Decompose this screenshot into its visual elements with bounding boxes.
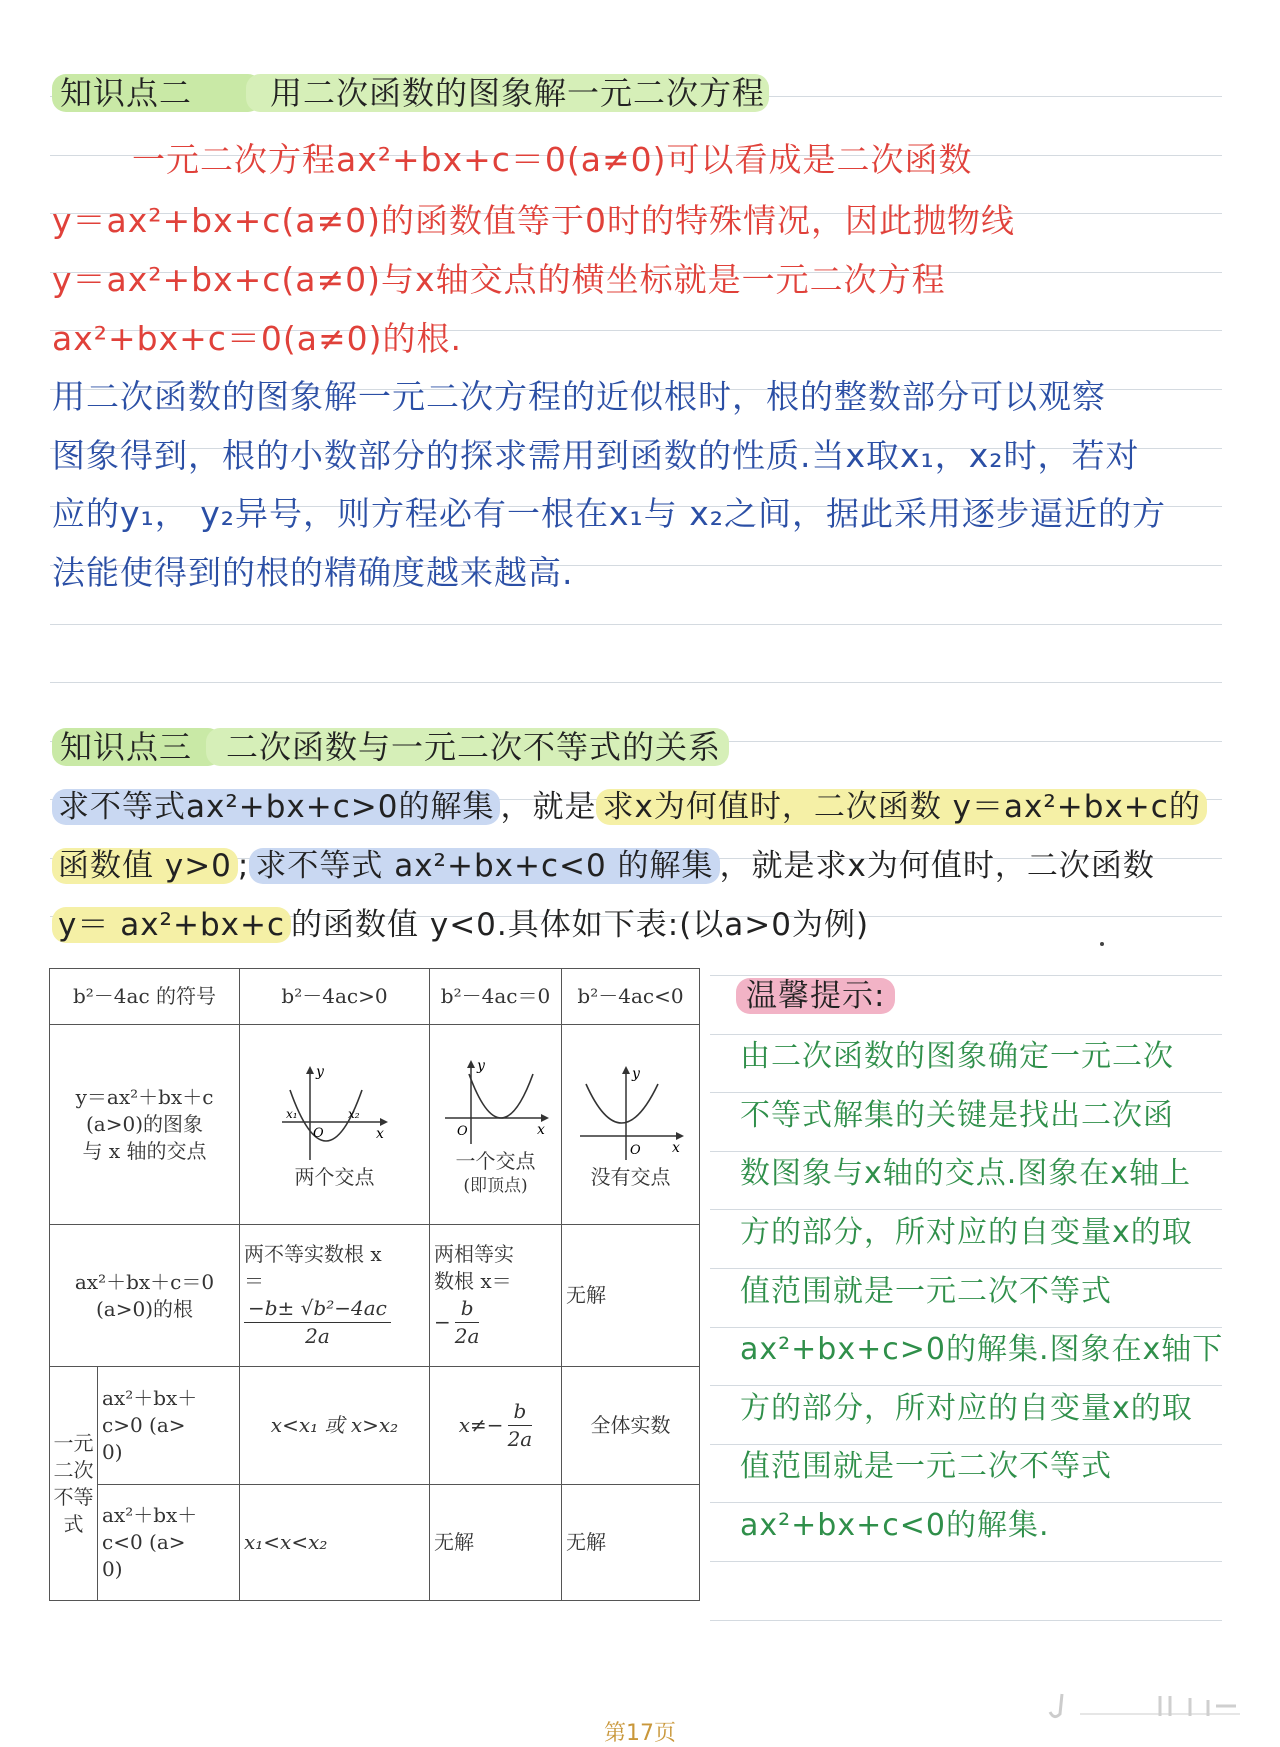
formula-denominator: 2a — [454, 1324, 480, 1348]
yellow-text: 求x为何值时，二次函数 y＝ax²+bx+c的 — [596, 789, 1206, 825]
graph-label-x: x — [375, 1126, 384, 1142]
graph-label-y: y — [631, 1066, 640, 1082]
graph-label-y: y — [476, 1057, 485, 1074]
row-label-line: (a>0)的根 — [95, 1296, 193, 1321]
section3-line-3 — [52, 899, 869, 944]
tip-line: 方的部分，所对应的自变量x的取 — [740, 1391, 1193, 1426]
tip-line: 值范围就是一元二次不等式 — [740, 1274, 1112, 1309]
row-label-line: c<0 (a> — [102, 1530, 186, 1554]
section2-red-line-3: y＝ax²+bx+c(a≠0)与x轴交点的横坐标就是一元二次方程 — [52, 260, 946, 299]
connector-text: ，就是 — [500, 789, 597, 825]
header-sign: b²－4ac 的符号 — [50, 969, 240, 1025]
cell-no-roots: 无解 — [562, 1225, 700, 1367]
two-intersections-text: 两个交点 — [294, 1165, 375, 1189]
tip-title-row — [736, 970, 895, 1015]
connector-text: ，就是求x为何值时，二次函数 — [719, 848, 1155, 884]
row-label — [98, 1367, 240, 1485]
graph-label-o: O — [629, 1143, 641, 1158]
vertex-note: (即顶点) — [463, 1175, 528, 1196]
header-negative: b²－4ac<0 — [562, 969, 700, 1025]
table-row-graph — [50, 1025, 700, 1225]
cell-two-roots — [240, 1225, 430, 1367]
side-label-line: 式 — [63, 1511, 84, 1536]
cell-lt-equal-roots: 无解 — [430, 1485, 562, 1601]
parabola-one-root-graph — [441, 1056, 551, 1146]
yellow-text: y＝ ax²+bx+c — [52, 907, 291, 943]
tip-line: 由二次函数的图象确定一元二次 — [740, 1039, 1174, 1074]
tip-title: 温馨提示: — [736, 978, 895, 1014]
section2-blue-line-2: 图象得到，根的小数部分的探求需用到函数的性质.当x取x₁，x₂时，若对 — [52, 436, 1140, 475]
row-label-line: ax²＋bx＋ — [102, 1503, 198, 1527]
inequality-gt-text: 求不等式ax²+bx+c>0的解集 — [52, 789, 500, 825]
graph-label-x2: x₂ — [347, 1107, 360, 1121]
section3-heading-row — [52, 722, 729, 768]
formula-numerator: −b± √b²−4ac — [244, 1295, 391, 1323]
section2-red-line-4: ax²+bx+c＝0(a≠0)的根. — [52, 319, 463, 358]
formula-denominator: 2a — [507, 1427, 533, 1451]
row-label-line: 与 x 轴的交点 — [82, 1139, 207, 1163]
rule — [710, 1620, 1222, 1621]
row-label-line: (a>0)的图象 — [85, 1112, 203, 1136]
yellow-text: 函数值 y>0 — [52, 848, 238, 884]
formula-denominator: 2a — [305, 1324, 330, 1348]
section2-blue-line-4: 法能使得到的根的精确度越来越高. — [52, 553, 574, 592]
row-label-line: 0) — [102, 1557, 123, 1581]
parabola-no-root-graph — [576, 1062, 686, 1162]
rule — [50, 624, 1222, 625]
graph-label-x: x — [536, 1121, 545, 1138]
row-label-line: 0) — [102, 1440, 123, 1464]
roots-text: 两相等实 — [434, 1242, 514, 1266]
table-row-ineq-lt — [50, 1485, 700, 1601]
tip-line: ax²+bx+c>0的解集.图象在x轴下 — [740, 1332, 1224, 1367]
tip-line: 方的部分，所对应的自变量x的取 — [740, 1215, 1193, 1250]
minus-sign: − — [434, 1310, 451, 1334]
roots-text: ＝ — [244, 1269, 264, 1293]
header-zero: b²－4ac＝0 — [430, 969, 562, 1025]
tip-line: ax²+bx+c<0的解集. — [740, 1508, 1050, 1543]
row-label-line: ax²＋bx＋ — [102, 1386, 198, 1410]
header-positive: b²－4ac>0 — [240, 969, 430, 1025]
cell-no-intersection — [562, 1025, 700, 1225]
quadratic-formula — [244, 1295, 391, 1350]
one-intersection-text: 一个交点 — [455, 1148, 536, 1173]
tip-line: 值范围就是一元二次不等式 — [740, 1449, 1112, 1484]
row-label — [98, 1485, 240, 1601]
no-intersection-text: 没有交点 — [590, 1165, 671, 1189]
vertex-formula — [434, 1295, 479, 1350]
row-label — [50, 1225, 240, 1367]
cell-one-intersection — [430, 1025, 562, 1225]
section3-heading: 知识点三 — [52, 728, 222, 766]
row-label-line: y＝ax²＋bx＋c — [75, 1085, 214, 1109]
cell-lt-two-roots: x₁<x<x₂ — [240, 1485, 430, 1601]
table-row-ineq-gt — [50, 1367, 700, 1485]
roots-text: 两不等实数根 x — [244, 1242, 382, 1266]
section2-red-line-1: 一元二次方程ax²+bx+c＝0(a≠0)可以看成是二次函数 — [132, 140, 973, 179]
side-label-line: 不等 — [53, 1484, 94, 1509]
graph-label-x: x — [671, 1140, 680, 1156]
section3-line-2 — [52, 840, 1155, 885]
connector-text: 的函数值 y<0.具体如下表:(以a>0为例) — [291, 907, 870, 943]
page-number: 第17页 — [604, 1721, 676, 1746]
tip-line: 不等式解集的关键是找出二次函 — [740, 1098, 1174, 1133]
side-label-line: 一元 — [53, 1430, 94, 1455]
cell-equal-roots — [430, 1225, 562, 1367]
cell-two-intersections — [240, 1025, 430, 1225]
row-label — [50, 1025, 240, 1225]
rule — [710, 1561, 1222, 1562]
section2-title: 用二次函数的图象解一元二次方程 — [246, 74, 769, 112]
section3-title: 二次函数与一元二次不等式的关系 — [206, 728, 729, 766]
connector-text: ; — [237, 848, 250, 884]
graph-label-x1: x₁ — [285, 1107, 298, 1121]
cell-lt-no-roots: 无解 — [562, 1485, 700, 1601]
row-label-line: c>0 (a> — [102, 1413, 186, 1437]
graph-label-y: y — [315, 1064, 324, 1080]
pen-dot — [1100, 942, 1104, 946]
section2-red-line-2: y＝ax²+bx+c(a≠0)的函数值等于0时的特殊情况，因此抛物线 — [52, 201, 1016, 240]
graph-label-o: O — [312, 1126, 324, 1141]
section2-blue-line-3: 应的y₁， y₂异号，则方程必有一根在x₁与 x₂之间，据此采用逐步逼近的方 — [52, 494, 1167, 533]
graph-label-o: O — [456, 1123, 468, 1139]
section2-heading: 知识点二 — [52, 74, 262, 112]
formula-numerator: b — [508, 1398, 533, 1426]
formula-numerator: b — [455, 1295, 480, 1323]
cell-gt-no-roots: 全体实数 — [562, 1367, 700, 1485]
inequality-lt-text: 求不等式 ax²+bx+c<0 的解集 — [249, 848, 719, 884]
roots-text: 数根 x＝ — [434, 1269, 512, 1293]
comparison-table — [49, 968, 699, 1600]
cell-gt-equal-roots — [430, 1367, 562, 1485]
rule — [50, 682, 1222, 683]
side-label — [50, 1367, 98, 1601]
cell-gt-two-roots: x<x₁ 或 x>x₂ — [240, 1367, 430, 1485]
table-header-row — [50, 969, 700, 1025]
tip-line: 数图象与x轴的交点.图象在x轴上 — [740, 1156, 1192, 1191]
parabola-two-roots-graph — [280, 1062, 390, 1162]
row-label-line: ax²＋bx＋c＝0 — [74, 1269, 215, 1294]
neq-prefix: x≠− — [458, 1413, 504, 1437]
section3-line-1 — [52, 781, 1207, 826]
section2-blue-line-1: 用二次函数的图象解一元二次方程的近似根时，根的整数部分可以观察 — [52, 377, 1106, 416]
section2-heading-row — [52, 68, 769, 114]
table-row-roots — [50, 1225, 700, 1367]
side-label-line: 二次 — [53, 1457, 94, 1482]
